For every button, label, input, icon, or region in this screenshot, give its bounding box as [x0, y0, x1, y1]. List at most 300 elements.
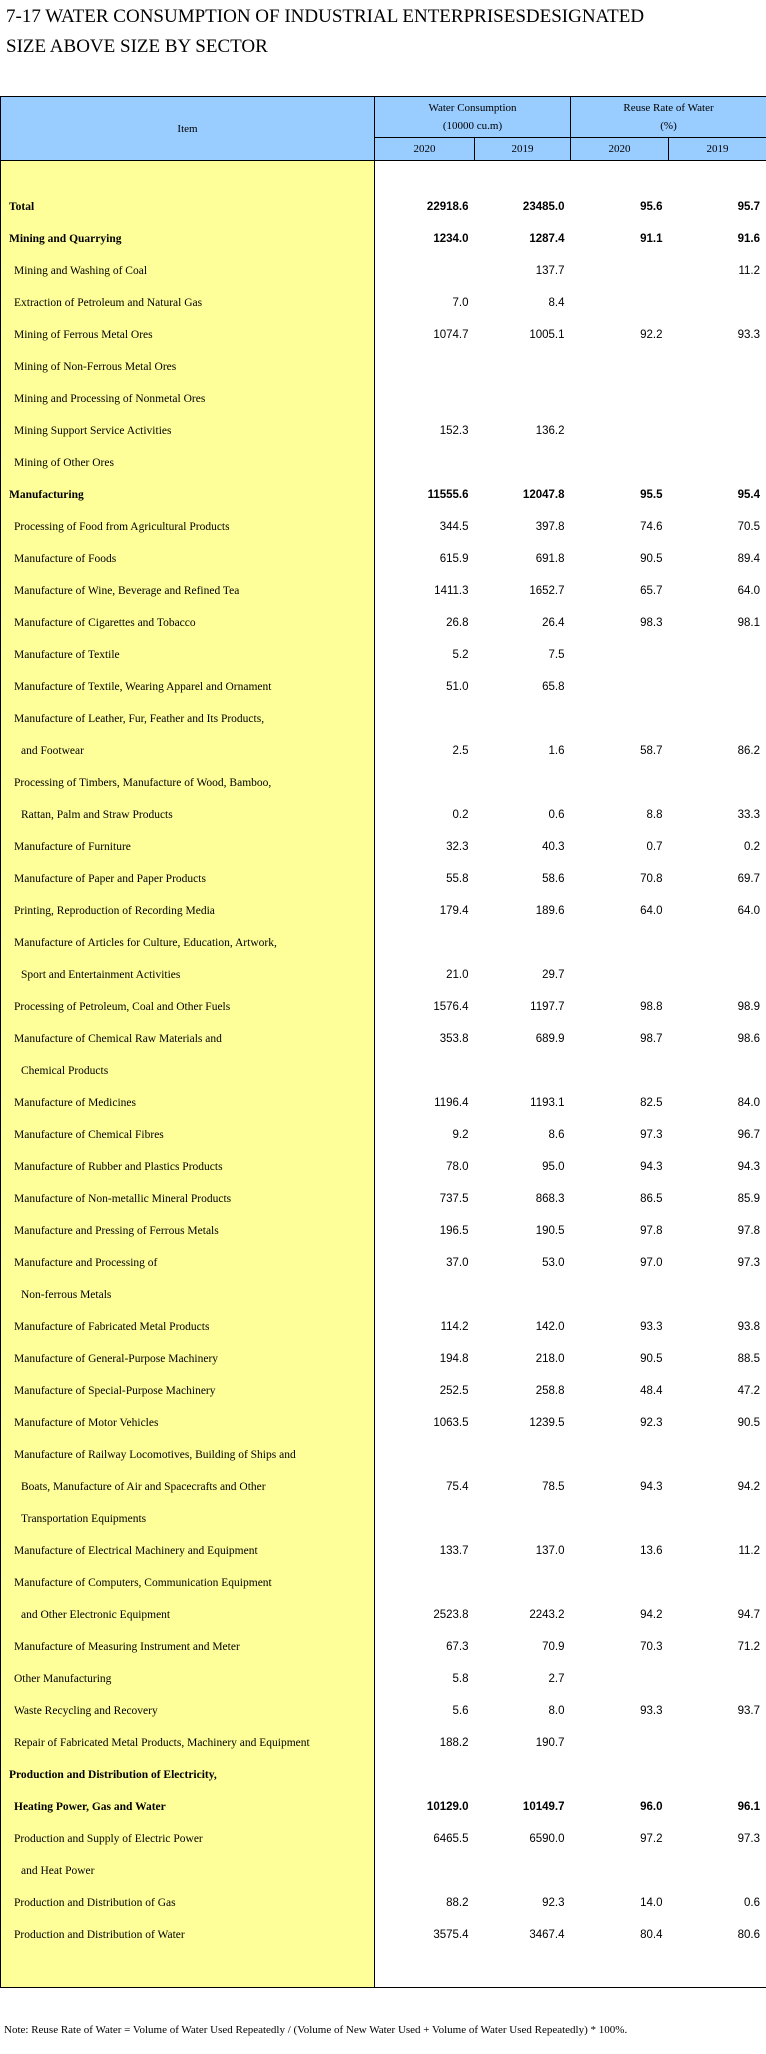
- cell-reuse-2020: 94.3: [640, 1481, 663, 1493]
- cell-water-2019: 40.3: [542, 841, 565, 853]
- cell-reuse-2020: 97.0: [640, 1257, 663, 1269]
- row-label: Manufacture of Leather, Fur, Feather and Its Products,: [1, 703, 375, 735]
- header-reuse-unit: (%): [660, 120, 677, 132]
- cell-water-2020: 615.9: [439, 553, 469, 565]
- cell-reuse-2019: 0.6: [669, 1887, 766, 1919]
- cell-reuse-2020: [571, 767, 669, 799]
- cell-water-2020: 179.4: [439, 905, 469, 917]
- table-row: [1, 1343, 766, 1375]
- cell-water-2020: 67.3: [446, 1641, 469, 1653]
- row-label: Mining Support Service Activities: [1, 415, 375, 447]
- cell-water-2020: 88.2: [446, 1897, 469, 1909]
- cell-water-2019: [475, 1503, 571, 1535]
- cell-water-2020: [375, 447, 475, 479]
- table-row: [1, 831, 766, 863]
- row-label: Non-ferrous Metals: [1, 1279, 375, 1311]
- table-row: [1, 447, 766, 479]
- cell-water-2020: [375, 255, 475, 287]
- cell-water-2020: 21.0: [446, 969, 469, 981]
- cell-reuse-2020: 94.2: [640, 1609, 663, 1621]
- cell-reuse-2019: [669, 1727, 766, 1759]
- row-label: Manufacture of Articles for Culture, Education, Artwork,: [1, 927, 375, 959]
- cell-reuse-2019: [669, 639, 766, 671]
- row-label: Manufacture of Chemical Fibres: [1, 1119, 375, 1151]
- header-year-rr-2020: 2020: [571, 138, 669, 161]
- row-label: Manufacture of Chemical Raw Materials and: [1, 1023, 375, 1055]
- table-row: [1, 287, 766, 319]
- table-row: [1, 1535, 766, 1567]
- cell-reuse-2020: [571, 447, 669, 479]
- header-year-rr-2019: 2019: [669, 138, 766, 161]
- table-row: [1, 607, 766, 639]
- cell-reuse-2020: 13.6: [640, 1545, 663, 1557]
- table-row: [1, 1791, 766, 1823]
- cell-reuse-2019: 64.0: [669, 895, 766, 927]
- header-water-consumption: [375, 97, 571, 138]
- cell-reuse-2019: 47.2: [669, 1375, 766, 1407]
- title-line-1: 7-17 WATER CONSUMPTION OF INDUSTRIAL ENTERPRISESDESIGNATED: [6, 6, 645, 27]
- table-row: [1, 255, 766, 287]
- cell-reuse-2020: 58.7: [640, 745, 663, 757]
- header-reuse-rate-label: Reuse Rate of Water: [623, 102, 714, 114]
- cell-reuse-2020: [571, 415, 669, 447]
- cell-reuse-2019: 11.2: [669, 1535, 766, 1567]
- row-label: Total: [1, 191, 375, 223]
- cell-reuse-2020: [571, 1055, 669, 1087]
- cell-water-2020: [375, 351, 475, 383]
- cell-water-2020: 114.2: [440, 1321, 469, 1333]
- cell-reuse-2019: 95.4: [669, 479, 766, 511]
- table-row: [1, 1439, 766, 1471]
- row-label: Boats, Manufacture of Air and Spacecrafts and Other: [1, 1471, 375, 1503]
- cell-water-2020: 1196.4: [434, 1097, 469, 1109]
- table-row: [1, 223, 766, 255]
- cell-water-2019: 12047.8: [522, 489, 565, 501]
- cell-water-2020: 188.2: [439, 1737, 469, 1749]
- cell-water-2019: 92.3: [542, 1897, 565, 1909]
- cell-reuse-2020: 48.4: [640, 1385, 663, 1397]
- table-row: [1, 1183, 766, 1215]
- cell-reuse-2019: [669, 447, 766, 479]
- cell-reuse-2019: [669, 1567, 766, 1599]
- cell-reuse-2019: 33.3: [669, 799, 766, 831]
- row-label: and Other Electronic Equipment: [1, 1599, 375, 1631]
- row-label: Production and Supply of Electric Power: [1, 1823, 375, 1855]
- cell-reuse-2019: 96.1: [669, 1791, 766, 1823]
- row-label: Waste Recycling and Recovery: [1, 1695, 375, 1727]
- cell-reuse-2019: [669, 383, 766, 415]
- cell-water-2020: 5.8: [452, 1673, 469, 1685]
- cell-water-2019: 8.0: [548, 1705, 565, 1717]
- table-spacer-bottom: [1, 1951, 766, 1988]
- cell-reuse-2019: 93.8: [669, 1311, 766, 1343]
- table-row: [1, 383, 766, 415]
- cell-water-2020: 78.0: [446, 1161, 469, 1173]
- cell-water-2019: [475, 1567, 571, 1599]
- table-header: [1, 97, 766, 161]
- cell-water-2019: 3467.4: [529, 1929, 565, 1941]
- table-row: [1, 191, 766, 223]
- cell-reuse-2020: 8.8: [646, 809, 663, 821]
- row-label: Manufacture of Railway Locomotives, Building of Ships and: [1, 1439, 375, 1471]
- cell-reuse-2020: [571, 351, 669, 383]
- table-row: [1, 319, 766, 351]
- cell-water-2019: 218.0: [535, 1353, 565, 1365]
- table-row: [1, 1503, 766, 1535]
- cell-reuse-2020: [571, 255, 669, 287]
- cell-reuse-2020: 80.4: [640, 1929, 663, 1941]
- cell-water-2020: 1074.7: [433, 329, 469, 341]
- cell-reuse-2019: [669, 1055, 766, 1087]
- cell-reuse-2019: 0.2: [669, 831, 766, 863]
- cell-reuse-2020: 97.2: [640, 1833, 663, 1845]
- cell-reuse-2019: [669, 287, 766, 319]
- row-label: Manufacture of Medicines: [1, 1087, 375, 1119]
- cell-reuse-2019: 93.7: [669, 1695, 766, 1727]
- cell-water-2020: 252.5: [439, 1385, 469, 1397]
- cell-reuse-2019: [669, 1439, 766, 1471]
- row-label: Manufacture of Special-Purpose Machinery: [1, 1375, 375, 1407]
- row-label: Production and Distribution of Water: [1, 1919, 375, 1951]
- cell-water-2020: 3575.4: [433, 1929, 469, 1941]
- table-row: [1, 767, 766, 799]
- cell-reuse-2019: 88.5: [669, 1343, 766, 1375]
- row-label: Manufacture and Pressing of Ferrous Metals: [1, 1215, 375, 1247]
- cell-water-2019: 26.4: [542, 617, 565, 629]
- cell-reuse-2019: 85.9: [669, 1183, 766, 1215]
- cell-water-2020: [375, 1567, 475, 1599]
- cell-water-2019: [475, 703, 571, 735]
- cell-reuse-2020: 96.0: [640, 1801, 663, 1813]
- cell-reuse-2020: 91.1: [640, 233, 663, 245]
- cell-water-2019: [475, 927, 571, 959]
- table-row: [1, 575, 766, 607]
- cell-reuse-2019: 98.6: [669, 1023, 766, 1055]
- table-row: [1, 1887, 766, 1919]
- cell-reuse-2020: [571, 639, 669, 671]
- cell-water-2019: [475, 767, 571, 799]
- cell-water-2019: 78.5: [542, 1481, 565, 1493]
- cell-water-2020: [375, 703, 475, 735]
- cell-reuse-2020: 14.0: [640, 1897, 663, 1909]
- cell-water-2019: 53.0: [542, 1257, 565, 1269]
- cell-water-2019: 23485.0: [522, 201, 565, 213]
- cell-water-2020: [375, 1439, 475, 1471]
- cell-reuse-2019: 70.5: [669, 511, 766, 543]
- cell-water-2019: 1287.4: [529, 233, 565, 245]
- row-label: Repair of Fabricated Metal Products, Machinery and Equipment: [1, 1727, 375, 1759]
- cell-reuse-2020: 74.6: [640, 521, 663, 533]
- cell-water-2019: 258.8: [535, 1385, 565, 1397]
- cell-water-2019: 58.6: [542, 873, 565, 885]
- row-label: Production and Distribution of Gas: [1, 1887, 375, 1919]
- row-label: Manufacture of Furniture: [1, 831, 375, 863]
- cell-reuse-2020: [571, 671, 669, 703]
- cell-water-2019: 2243.2: [529, 1609, 565, 1621]
- table-row: [1, 1631, 766, 1663]
- row-label: and Heat Power: [1, 1855, 375, 1887]
- row-label: Rattan, Palm and Straw Products: [1, 799, 375, 831]
- cell-water-2019: [475, 351, 571, 383]
- cell-reuse-2019: [669, 671, 766, 703]
- cell-water-2019: 1652.7: [529, 585, 565, 597]
- cell-water-2019: 10149.7: [522, 1801, 565, 1813]
- row-label: Processing of Food from Agricultural Products: [1, 511, 375, 543]
- row-label: Mining of Ferrous Metal Ores: [1, 319, 375, 351]
- cell-water-2020: 353.8: [439, 1033, 469, 1045]
- cell-water-2019: 8.6: [548, 1129, 565, 1141]
- table-row: [1, 1279, 766, 1311]
- cell-water-2020: 133.7: [439, 1545, 469, 1557]
- row-label: and Footwear: [1, 735, 375, 767]
- cell-reuse-2020: [571, 959, 669, 991]
- row-label: Manufacture of Non-metallic Mineral Products: [1, 1183, 375, 1215]
- cell-water-2019: [475, 1855, 571, 1887]
- cell-reuse-2019: 96.7: [669, 1119, 766, 1151]
- cell-reuse-2019: 98.9: [669, 991, 766, 1023]
- table-row: [1, 735, 766, 767]
- cell-water-2019: [475, 1439, 571, 1471]
- cell-reuse-2019: 11.2: [669, 255, 766, 287]
- header-item: [1, 97, 375, 161]
- cell-water-2019: 70.9: [542, 1641, 565, 1653]
- cell-water-2020: 737.5: [439, 1193, 469, 1205]
- cell-water-2019: [475, 1279, 571, 1311]
- cell-water-2019: 190.5: [535, 1225, 565, 1237]
- header-reuse-rate: [571, 97, 766, 138]
- cell-water-2020: 2.5: [452, 745, 469, 757]
- cell-water-2019: 6590.0: [529, 1833, 565, 1845]
- cell-water-2019: [475, 1055, 571, 1087]
- cell-water-2019: 7.5: [548, 649, 565, 661]
- cell-water-2020: 51.0: [446, 681, 469, 693]
- cell-reuse-2019: [669, 415, 766, 447]
- cell-water-2019: 1197.7: [530, 1001, 565, 1013]
- cell-reuse-2020: 70.8: [640, 873, 663, 885]
- cell-reuse-2020: 92.2: [640, 329, 663, 341]
- cell-water-2020: 7.0: [452, 297, 469, 309]
- table-row: [1, 415, 766, 447]
- cell-water-2019: 95.0: [542, 1161, 565, 1173]
- table-row: [1, 511, 766, 543]
- row-label: Manufacture of Rubber and Plastics Products: [1, 1151, 375, 1183]
- cell-water-2019: 1193.1: [530, 1097, 565, 1109]
- row-label: Mining and Quarrying: [1, 223, 375, 255]
- cell-water-2019: 137.7: [535, 265, 565, 277]
- cell-reuse-2019: 84.0: [669, 1087, 766, 1119]
- cell-water-2020: 2523.8: [433, 1609, 469, 1621]
- cell-reuse-2020: 65.7: [640, 585, 663, 597]
- cell-water-2019: 2.7: [548, 1673, 565, 1685]
- cell-reuse-2020: 94.3: [640, 1161, 663, 1173]
- cell-reuse-2020: [571, 1727, 669, 1759]
- water-consumption-table: [0, 96, 766, 1988]
- table-row: [1, 1375, 766, 1407]
- row-label: Other Manufacturing: [1, 1663, 375, 1695]
- cell-reuse-2020: [571, 1663, 669, 1695]
- row-label: Transportation Equipments: [1, 1503, 375, 1535]
- table-spacer-top: [1, 161, 766, 192]
- row-label: Manufacture of Electrical Machinery and Equipment: [1, 1535, 375, 1567]
- cell-reuse-2020: [571, 703, 669, 735]
- header-water-unit: (10000 cu.m): [442, 120, 503, 132]
- row-label: Mining and Washing of Coal: [1, 255, 375, 287]
- cell-water-2020: 194.8: [439, 1353, 469, 1365]
- cell-water-2020: [375, 1279, 475, 1311]
- cell-water-2019: 29.7: [542, 969, 565, 981]
- cell-reuse-2019: [669, 351, 766, 383]
- cell-reuse-2019: 71.2: [669, 1631, 766, 1663]
- cell-water-2020: 11555.6: [427, 489, 469, 501]
- cell-water-2020: 1063.5: [433, 1417, 469, 1429]
- cell-water-2020: [375, 383, 475, 415]
- cell-water-2020: 344.5: [439, 521, 469, 533]
- cell-water-2020: 9.2: [452, 1129, 469, 1141]
- cell-water-2020: 1411.3: [434, 585, 469, 597]
- cell-water-2020: [375, 1503, 475, 1535]
- cell-water-2019: 137.0: [535, 1545, 565, 1557]
- cell-water-2019: [475, 447, 571, 479]
- cell-water-2020: 10129.0: [426, 1801, 469, 1813]
- cell-reuse-2019: [669, 927, 766, 959]
- table-row: [1, 1247, 766, 1279]
- cell-water-2019: 397.8: [535, 521, 565, 533]
- cell-reuse-2020: [571, 1567, 669, 1599]
- row-label: Processing of Timbers, Manufacture of Wood, Bamboo,: [1, 767, 375, 799]
- row-label: Extraction of Petroleum and Natural Gas: [1, 287, 375, 319]
- row-label: Printing, Reproduction of Recording Media: [1, 895, 375, 927]
- cell-reuse-2020: 70.3: [640, 1641, 663, 1653]
- cell-reuse-2019: [669, 703, 766, 735]
- row-label: Mining and Processing of Nonmetal Ores: [1, 383, 375, 415]
- table-row: [1, 1087, 766, 1119]
- cell-water-2020: 152.3: [439, 425, 469, 437]
- cell-reuse-2020: [571, 1855, 669, 1887]
- table-row: [1, 799, 766, 831]
- table-row: [1, 927, 766, 959]
- header-year-wc-2019: 2019: [475, 138, 571, 161]
- cell-reuse-2019: 80.6: [669, 1919, 766, 1951]
- cell-water-2020: [375, 1759, 475, 1791]
- table-row: [1, 543, 766, 575]
- row-label: Manufacture of Measuring Instrument and Meter: [1, 1631, 375, 1663]
- table-row: [1, 1055, 766, 1087]
- table-row: [1, 1759, 766, 1791]
- cell-reuse-2019: 91.6: [669, 223, 766, 255]
- row-label: Heating Power, Gas and Water: [1, 1791, 375, 1823]
- cell-reuse-2019: [669, 1503, 766, 1535]
- cell-reuse-2019: 94.7: [669, 1599, 766, 1631]
- cell-reuse-2020: 93.3: [640, 1321, 663, 1333]
- cell-reuse-2019: [669, 1279, 766, 1311]
- cell-water-2019: 8.4: [548, 297, 565, 309]
- cell-reuse-2019: 98.1: [669, 607, 766, 639]
- cell-reuse-2019: 94.3: [669, 1151, 766, 1183]
- cell-reuse-2019: [669, 1855, 766, 1887]
- cell-reuse-2020: 90.5: [640, 553, 663, 565]
- table-row: [1, 1311, 766, 1343]
- page-title: [6, 2, 644, 62]
- cell-water-2020: [375, 1055, 475, 1087]
- cell-water-2020: 1234.0: [433, 233, 469, 245]
- row-label: Manufacture of Fabricated Metal Products: [1, 1311, 375, 1343]
- cell-water-2020: 22918.6: [426, 201, 469, 213]
- table-row: [1, 895, 766, 927]
- cell-reuse-2020: 93.3: [640, 1705, 663, 1717]
- table-body: [1, 161, 766, 1988]
- cell-reuse-2019: [669, 767, 766, 799]
- cell-reuse-2019: 93.3: [669, 319, 766, 351]
- footnote: Note: Reuse Rate of Water = Volume of Water Used Repeatedly / (Volume of New Water Used + Volume of Water Used Repeatedly) * 100%.: [4, 2024, 628, 2036]
- cell-water-2020: [375, 1855, 475, 1887]
- row-label: Manufacture and Processing of: [1, 1247, 375, 1279]
- cell-water-2019: 136.2: [535, 425, 565, 437]
- row-label: Mining of Other Ores: [1, 447, 375, 479]
- cell-reuse-2019: 95.7: [669, 191, 766, 223]
- cell-water-2019: 0.6: [548, 809, 565, 821]
- row-label: Manufacture of Textile: [1, 639, 375, 671]
- cell-water-2019: 189.6: [535, 905, 565, 917]
- cell-water-2020: 32.3: [446, 841, 469, 853]
- cell-water-2019: 1005.1: [529, 329, 565, 341]
- table-row: [1, 959, 766, 991]
- table-row: [1, 1407, 766, 1439]
- cell-water-2020: 6465.5: [433, 1833, 469, 1845]
- title-line-2: SIZE ABOVE SIZE BY SECTOR: [6, 36, 268, 57]
- row-label: Production and Distribution of Electricity,: [1, 1759, 375, 1791]
- cell-reuse-2020: 82.5: [640, 1097, 663, 1109]
- cell-reuse-2020: 95.5: [640, 489, 663, 501]
- table-row: [1, 703, 766, 735]
- cell-reuse-2020: 98.3: [640, 617, 663, 629]
- cell-reuse-2020: [571, 1279, 669, 1311]
- cell-reuse-2019: 90.5: [669, 1407, 766, 1439]
- cell-water-2020: 75.4: [446, 1481, 469, 1493]
- cell-reuse-2020: [571, 1439, 669, 1471]
- table-row: [1, 1567, 766, 1599]
- cell-water-2020: 1576.4: [433, 1001, 469, 1013]
- cell-water-2020: 37.0: [446, 1257, 469, 1269]
- cell-water-2019: 65.8: [542, 681, 565, 693]
- row-label: Mining of Non-Ferrous Metal Ores: [1, 351, 375, 383]
- table-row: [1, 1919, 766, 1951]
- cell-reuse-2019: 97.8: [669, 1215, 766, 1247]
- row-label: Sport and Entertainment Activities: [1, 959, 375, 991]
- table-row: [1, 1823, 766, 1855]
- header-water-consumption-label: Water Consumption: [428, 102, 517, 114]
- cell-reuse-2019: [669, 1663, 766, 1695]
- cell-reuse-2020: 97.8: [640, 1225, 663, 1237]
- table-row: [1, 1855, 766, 1887]
- cell-reuse-2020: 95.6: [640, 201, 663, 213]
- cell-reuse-2020: [571, 383, 669, 415]
- table-row: [1, 1599, 766, 1631]
- header-item-label: Item: [177, 122, 198, 135]
- cell-reuse-2020: 97.3: [640, 1129, 663, 1141]
- row-label: Processing of Petroleum, Coal and Other Fuels: [1, 991, 375, 1023]
- cell-water-2019: 868.3: [535, 1193, 565, 1205]
- table-row: [1, 479, 766, 511]
- cell-water-2019: 190.7: [535, 1737, 565, 1749]
- row-label: Manufacture of Paper and Paper Products: [1, 863, 375, 895]
- cell-water-2020: [375, 927, 475, 959]
- table-row: [1, 1119, 766, 1151]
- row-label: Manufacturing: [1, 479, 375, 511]
- table-row: [1, 671, 766, 703]
- cell-reuse-2020: 0.7: [646, 841, 663, 853]
- cell-reuse-2020: 86.5: [640, 1193, 663, 1205]
- cell-reuse-2020: [571, 287, 669, 319]
